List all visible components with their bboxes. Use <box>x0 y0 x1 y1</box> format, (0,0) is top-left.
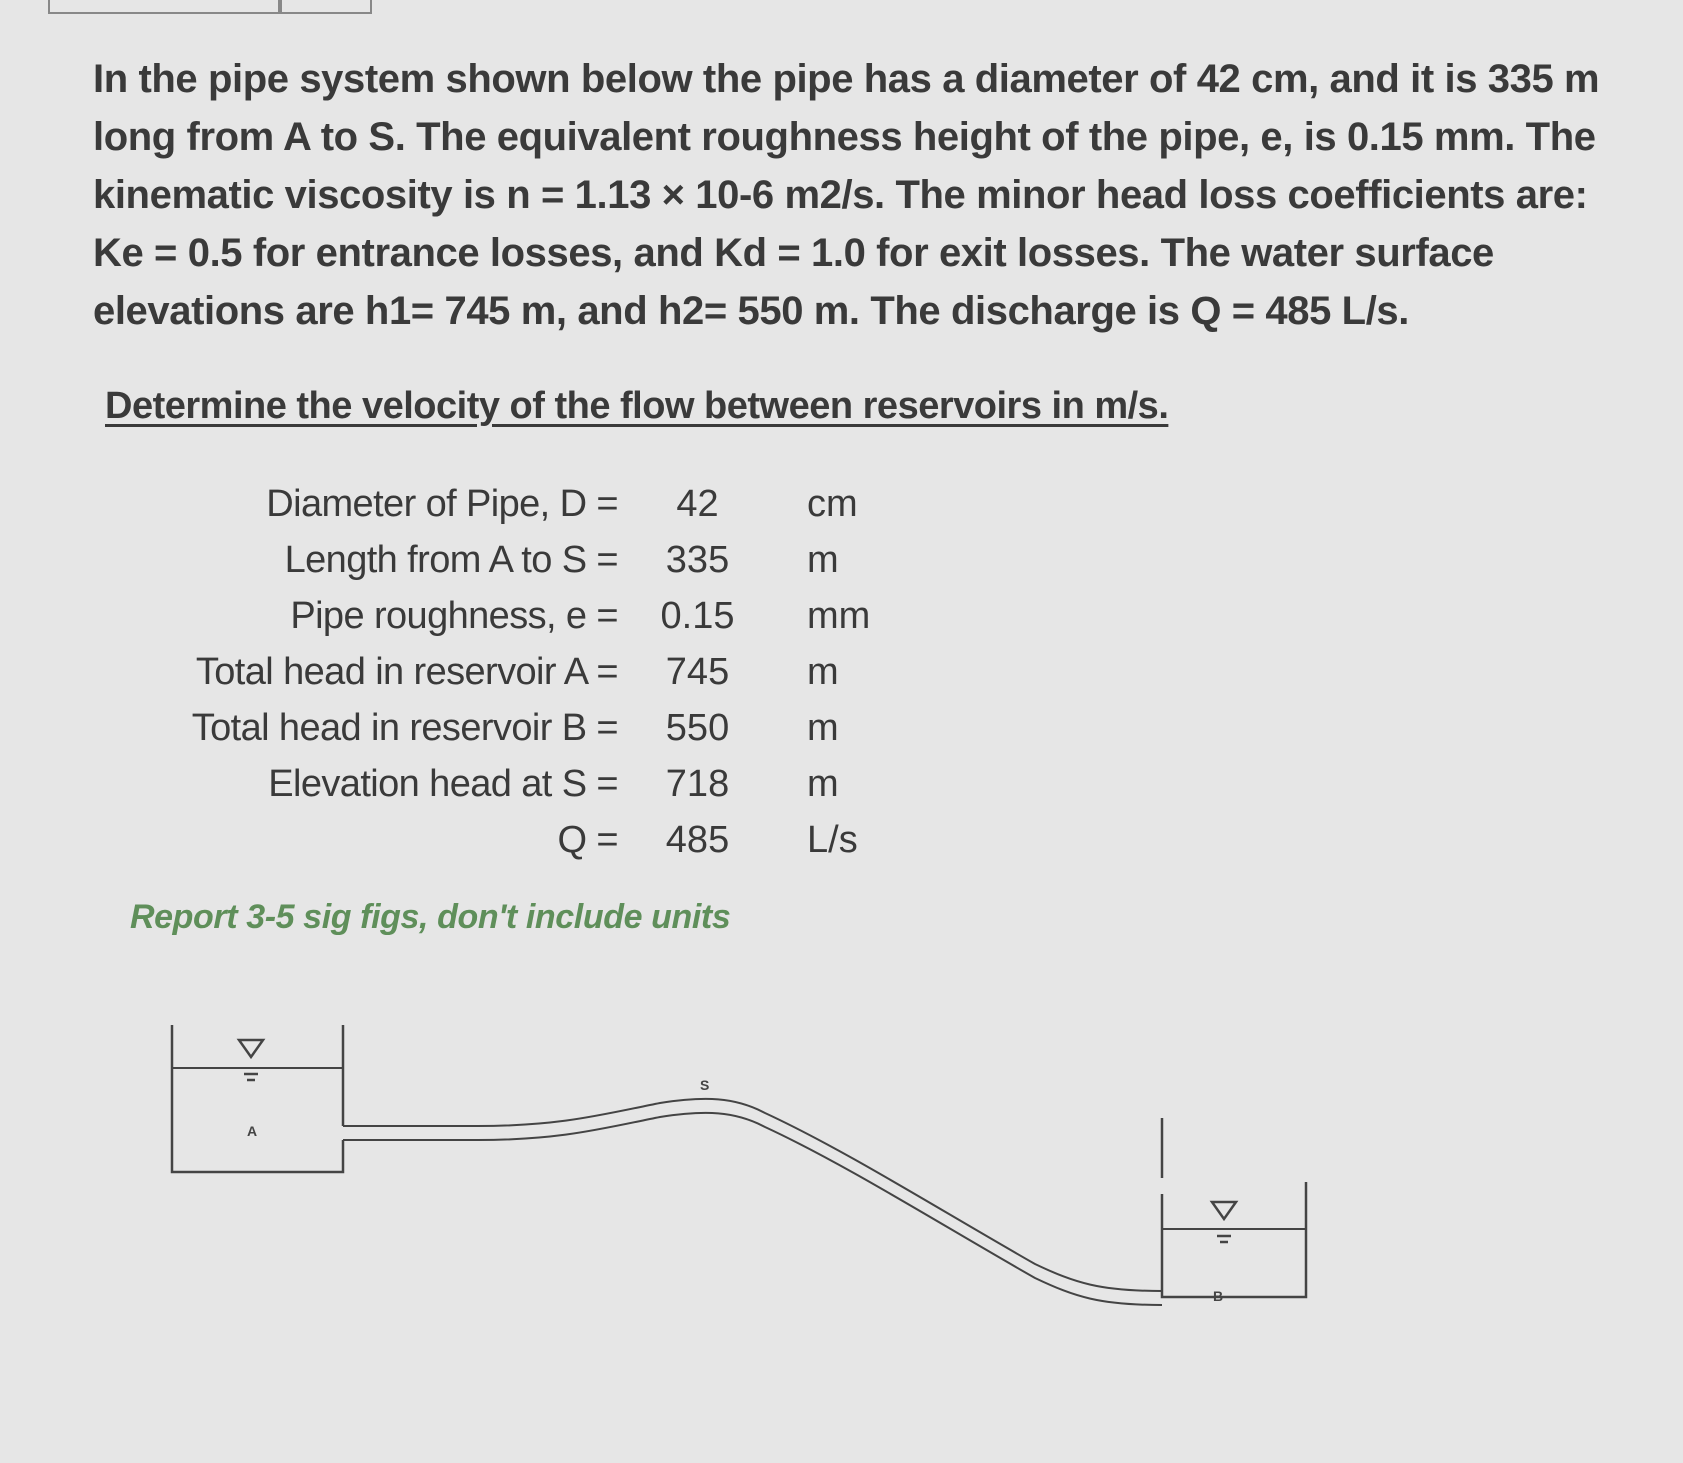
given-label: Q = <box>557 818 618 861</box>
question-text: Determine the velocity of the flow between reservoirs in m/s. <box>105 385 1169 427</box>
given-label: Total head in reservoir B = <box>191 706 618 749</box>
given-label: Diameter of Pipe, D = <box>266 482 618 525</box>
given-value: 718 <box>665 762 730 805</box>
reservoir-a-label: A <box>247 1123 258 1139</box>
reservoir-b-outline <box>1162 1182 1306 1297</box>
given-unit: L/s <box>807 818 858 861</box>
reservoir-b-label: B <box>1213 1288 1224 1304</box>
given-label: Elevation head at S = <box>268 762 618 805</box>
high-point-s-label: S <box>700 1077 710 1093</box>
given-label: Pipe roughness, e = <box>290 594 618 637</box>
given-value: 335 <box>665 538 730 581</box>
water-surface-triangle-icon <box>239 1040 263 1080</box>
given-value: 745 <box>665 650 730 693</box>
given-unit: m <box>807 706 839 749</box>
given-value: 485 <box>665 818 730 861</box>
given-unit: m <box>807 762 839 805</box>
given-value: 0.15 <box>660 594 735 637</box>
pipe-top-line <box>343 1099 1162 1291</box>
water-surface-triangle-icon <box>1212 1202 1236 1242</box>
given-unit: m <box>807 538 839 581</box>
given-label: Total head in reservoir A = <box>195 650 618 693</box>
given-unit: m <box>807 650 839 693</box>
given-value: 550 <box>665 706 730 749</box>
given-unit: cm <box>807 482 858 525</box>
pipe-bottom-line <box>343 1113 1162 1305</box>
given-unit: mm <box>807 594 871 637</box>
given-label: Length from A to S = <box>284 538 618 581</box>
problem-statement: In the pipe system shown below the pipe has a diameter of 42 cm, and it is 335 m long from A to S. The equivalent roughness height of the pipe, e, is 0.15 mm. The kinematic viscosity is n = 1.13 × 10-6 m2/s. The minor head loss coefficients are: Ke = 0.5 for entrance losses, and Kd = 1.0 for exit losses. The water surface elevations are h1= 745 m, and h2= 550 m. The discharge is Q = 485 L/s. <box>93 57 1600 333</box>
given-value: 42 <box>676 482 719 525</box>
instruction-note: Report 3-5 sig figs, don't include units <box>130 898 731 936</box>
